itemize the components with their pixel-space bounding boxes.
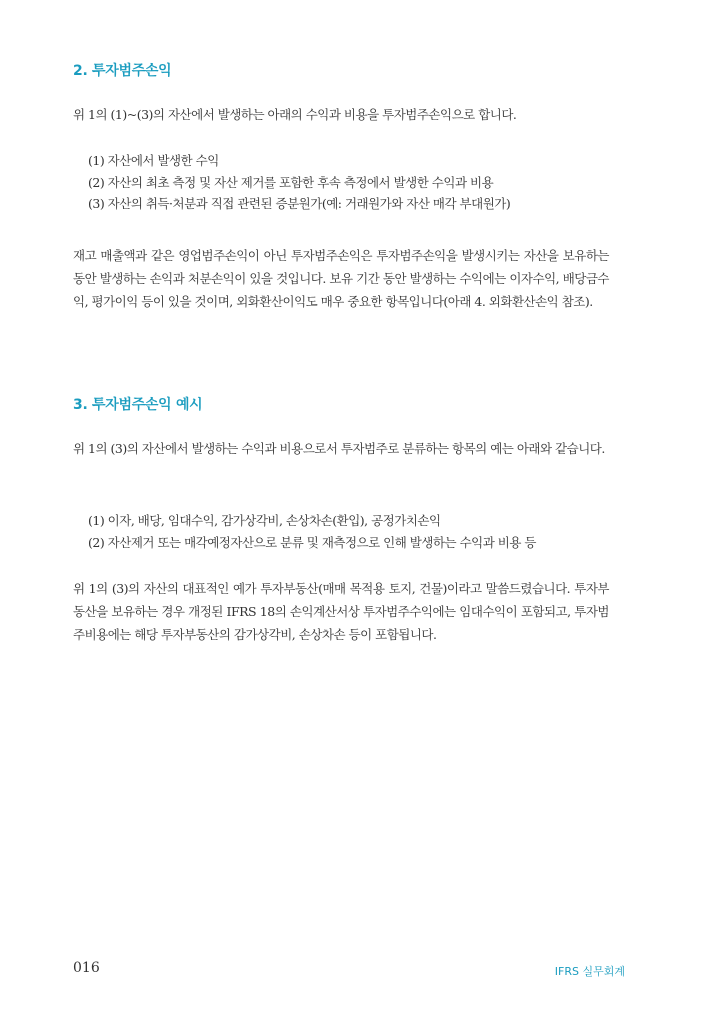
section-3-intro: 위 1의 (3)의 자산에서 발생하는 수익과 비용으로서 투자범주로 분류하는 항목의 예는 아래와 같습니다. (73, 441, 605, 456)
section-3-heading: 3. 투자범주손익 예시 (73, 397, 203, 413)
section-2-body: 재고 매출액과 같은 영업범주손익이 아닌 투자범주손익은 투자범주손익을 발생시키는 자산을 보유하는 동안 발생하는 손익과 처분손익이 있을 것입니다. 보유 기간 동안 발생하는 수익에는 이자수익, 배당금수익, 평가이익 등이 있을 것이며, 외화환산이익도 매우 중요한 항목입니다(아래 4. 외화환산손익 참조). (73, 248, 609, 309)
section-2-heading: 2. 투자범주손익 (73, 63, 172, 79)
running-title: IFRS 실무회계 (554, 965, 625, 978)
list-item: (1) 이자, 배당, 임대수익, 감가상각비, 손상차손(환입), 공정가치손익 (88, 513, 441, 528)
list-item: (2) 자산의 최초 측정 및 자산 제거를 포함한 후속 측정에서 발생한 수익과 비용 (88, 174, 494, 190)
list-item: (2) 자산제거 또는 매각예정자산으로 분류 및 재측정으로 인해 발생하는 수익과 비용 등 (88, 534, 536, 550)
section-2-list (88, 150, 510, 215)
page-number: 016 (73, 960, 100, 976)
section-3-body: 위 1의 (3)의 자산의 대표적인 예가 투자부동산(매매 목적용 토지, 건물)이라고 말씀드렸습니다. 투자부동산을 보유하는 경우 개정된 IFRS 18의 손익계산서상 투자범주수익에는 임대수익이 포함되고, 투자범주비용에는 해당 투자부동산의 감가상각비, 손상차손 등이 포함됩니다. (73, 581, 609, 642)
section-3-list (88, 510, 536, 553)
section-2-intro: 위 1의 (1)~(3)의 자산에서 발생하는 아래의 수익과 비용을 투자범주손익으로 합니다. (73, 107, 517, 122)
list-item: (3) 자산의 취득·처분과 직접 관련된 증분원가(예: 거래원가와 자산 매각 부대원가) (88, 196, 511, 211)
list-item: (1) 자산에서 발생한 수익 (88, 153, 219, 168)
